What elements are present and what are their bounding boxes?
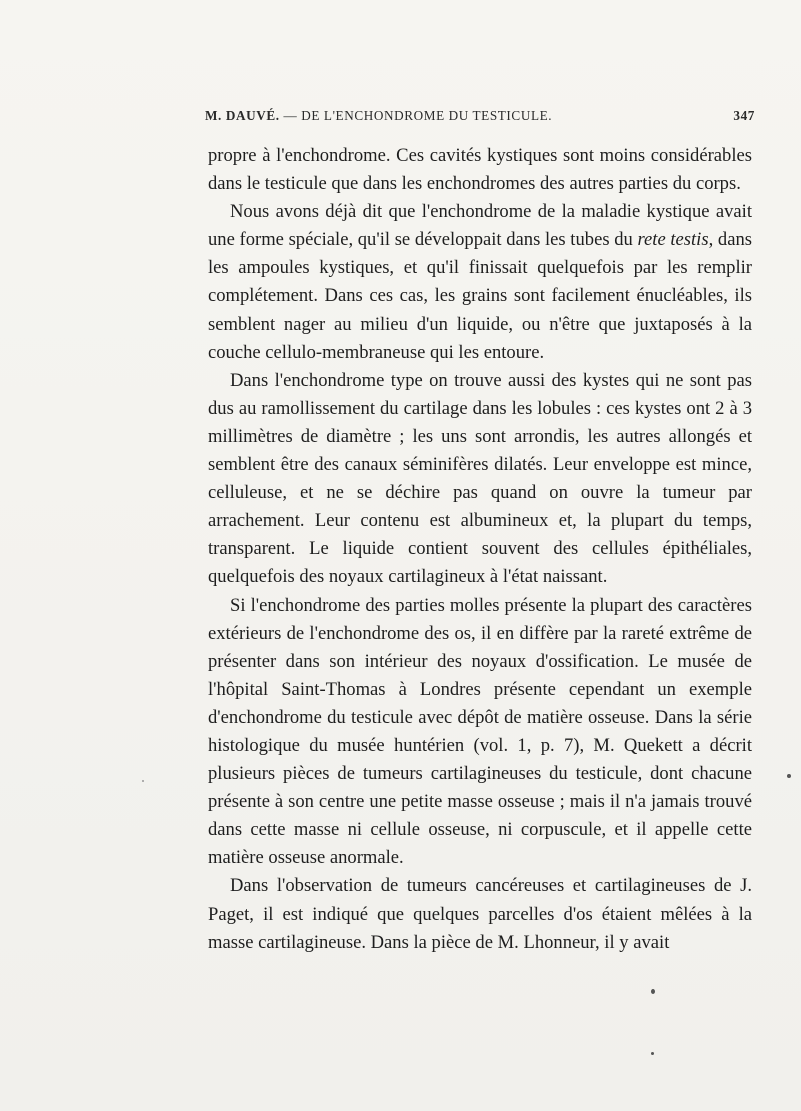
paragraph-2-text-b: , dans les ampoules kystiques, et qu'il finissait quelquefois par les remplir complétement. Dans ces cas, les grains sont facilement énucléables, ils semblent nager au milieu d'un liquide, ou n'être que juxtaposés à la couche cellulo-membraneuse qui les entoure. [208, 229, 752, 363]
running-head [205, 108, 755, 128]
page-number: 347 [733, 108, 755, 123]
paragraph-3-text: Dans l'enchondrome type on trouve aussi des kystes qui ne sont pas dus au ramollissement du cartilage dans les lobules : ces kystes ont 2 à 3 millimètres de diamètre ; les uns sont arrondis, les autres allongés et semblent être des canaux séminifères dilatés. Leur enveloppe est mince, celluleuse, et ne se déchire pas quand on ouvre la tumeur par arrachement. Leur contenu est albumineux et, la plupart du temps, transparent. Le liquide contient souvent des cellules épithéliales, quelquefois des noyaux cartilagineux à l'état naissant. [208, 369, 752, 588]
ink-speck [651, 989, 655, 994]
paragraph-5 [208, 872, 752, 956]
ink-speck [651, 1052, 654, 1055]
paragraph-2 [208, 198, 752, 367]
running-head-article-title: DE L'ENCHONDROME DU TESTICULE. [301, 108, 553, 123]
ink-speck [787, 774, 791, 778]
running-head-separator: — [283, 108, 298, 123]
paragraph-4-text: Si l'enchondrome des parties molles présente la plupart des caractères extérieurs de l'enchondrome des os, il en diffère par la rareté extrême de présenter dans son intérieur des noyaux d'ossification. Le musée de l'hôpital Saint-Thomas à Londres présente cependant un exemple d'enchondrome du testicule avec dépôt de matière osseuse. Dans la série histologique du musée huntérien (vol. 1, p. 7), M. Quekett a décrit plusieurs pièces de tumeurs cartilagineuses du testicule, dont chacune présente à son centre une petite masse osseuse ; mais il n'a jamais trouvé dans cette masse ni cellule osseuse, ni corpuscule, et il appelle cette matière osseuse anormale. [208, 594, 752, 869]
paragraph-2-italic-term: rete testis [637, 229, 709, 251]
running-head-title [205, 108, 552, 124]
paragraph-2-text-a: Nous avons déjà dit que l'enchondrome de la maladie kystique avait une forme spéciale, qu'il se développait dans les tubes du [208, 201, 752, 251]
body-text [208, 142, 752, 957]
ink-speck [142, 780, 144, 782]
paragraph-3 [208, 367, 752, 592]
paragraph-5-text: Dans l'observation de tumeurs cancéreuses et cartilagineuses de J. Paget, il est indiqué que quelques parcelles d'os étaient mêlées à la masse cartilagineuse. Dans la pièce de M. Lhonneur, il y avait [208, 875, 752, 953]
paragraph-4 [208, 592, 752, 873]
paragraph-1-text: propre à l'enchondrome. Ces cavités kystiques sont moins considérables dans le testicule que dans les enchondromes des autres parties du corps. [208, 145, 752, 195]
paragraph-1 [208, 142, 752, 198]
running-head-author: M. DAUVÉ. [205, 108, 280, 123]
